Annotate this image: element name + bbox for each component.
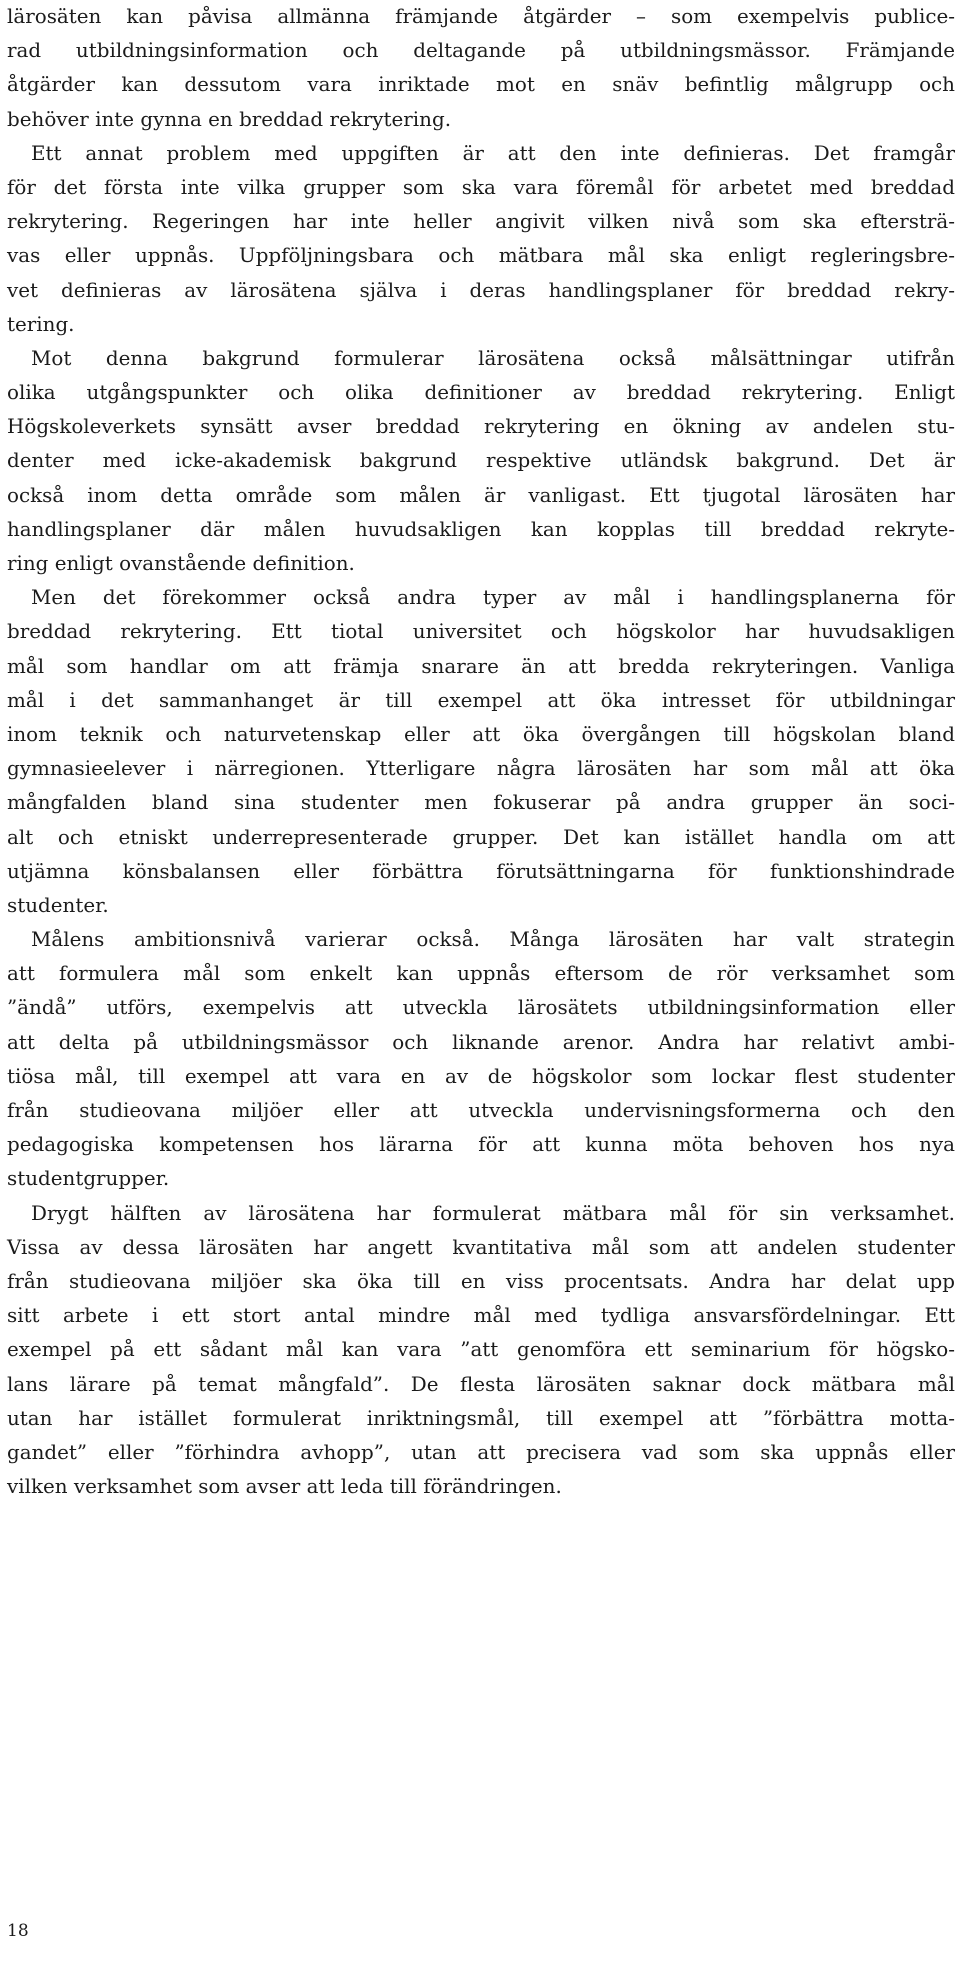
text-line: olika utgångspunkter och olika definitioner av breddad rekrytering. Enligt	[7, 381, 955, 405]
text-line: gandet” eller ”förhindra avhopp”, utan att precisera vad som ska uppnås eller	[7, 1440, 955, 1464]
text-line: att formulera mål som enkelt kan uppnås eftersom de rör verksamhet som	[7, 962, 955, 986]
paragraph	[7, 137, 955, 342]
text-line: utan har istället formulerat inriktningsmål, till exempel att ”förbättra motta-	[7, 1406, 955, 1430]
text-line: Drygt hälften av lärosätena har formulerat mätbara mål för sin verksamhet.	[31, 1201, 955, 1225]
text-line: mål i det sammanhanget är till exempel att öka intresset för utbildningar	[7, 688, 955, 712]
document-body	[7, 0, 955, 1504]
paragraph	[7, 0, 955, 137]
text-line: vet definieras av lärosätena själva i deras handlingsplaner för breddad rekry-	[7, 278, 955, 302]
text-line: mål som handlar om att främja snarare än att bredda rekryteringen. Vanliga	[7, 654, 955, 678]
text-line: också inom detta område som målen är vanligast. Ett tjugotal lärosäten har	[7, 483, 955, 507]
text-line: rad utbildningsinformation och deltagande på utbildningsmässor. Främjande	[7, 39, 955, 63]
text-line: pedagogiska kompetensen hos lärarna för att kunna möta behoven hos nya	[7, 1133, 955, 1157]
text-line: Ett annat problem med uppgiften är att den inte definieras. Det framgår	[31, 141, 955, 165]
text-line: åtgärder kan dessutom vara inriktade mot en snäv befintlig målgrupp och	[7, 73, 955, 97]
text-line: denter med icke-akademisk bakgrund respektive utländsk bakgrund. Det är	[7, 449, 955, 473]
text-line: vas eller uppnås. Uppföljningsbara och mätbara mål ska enligt regleringsbre-	[7, 244, 955, 268]
text-line: sitt arbete i ett stort antal mindre mål med tydliga ansvarsfördelningar. Ett	[7, 1304, 955, 1328]
text-line: Men det förekommer också andra typer av mål i handlingsplanerna för	[31, 586, 955, 610]
paragraph	[7, 342, 955, 581]
text-line: tiösa mål, till exempel att vara en av de högskolor som lockar flest studenter	[7, 1064, 955, 1088]
text-line: lans lärare på temat mångfald”. De flesta lärosäten saknar dock mätbara mål	[7, 1372, 955, 1396]
text-line: från studieovana miljöer ska öka till en viss procentsats. Andra har delat upp	[7, 1269, 955, 1293]
text-line: rekrytering. Regeringen har inte heller angivit vilken nivå som ska eftersträ-	[7, 210, 955, 234]
text-line: breddad rekrytering. Ett tiotal universitet och högskolor har huvudsakligen	[7, 620, 955, 644]
text-line: för det första inte vilka grupper som ska vara föremål för arbetet med breddad	[7, 175, 955, 199]
text-line: vilken verksamhet som avser att leda till förändringen.	[7, 1475, 562, 1499]
text-line: handlingsplaner där målen huvudsakligen kan kopplas till breddad rekryte-	[7, 517, 955, 541]
text-line: ”ändå” utförs, exempelvis att utveckla lärosätets utbildningsinformation eller	[7, 996, 955, 1020]
text-line: Högskoleverkets synsätt avser breddad rekrytering en ökning av andelen stu-	[7, 415, 955, 439]
paragraph	[7, 923, 955, 1197]
paragraph	[7, 581, 955, 923]
text-line: från studieovana miljöer eller att utveckla undervisningsformerna och den	[7, 1099, 955, 1122]
text-line: alt och etniskt underrepresenterade grupper. Det kan istället handla om att	[7, 825, 955, 849]
text-line: exempel på ett sådant mål kan vara ”att genomföra ett seminarium för högsko-	[7, 1338, 955, 1362]
text-line: att delta på utbildningsmässor och liknande arenor. Andra har relativt ambi-	[7, 1030, 955, 1054]
text-line: studentgrupper.	[7, 1167, 170, 1191]
paragraph	[7, 1197, 955, 1505]
text-line: tering.	[7, 312, 75, 336]
text-line: utjämna könsbalansen eller förbättra förutsättningarna för funktionshindrade	[7, 859, 955, 883]
text-line: Vissa av dessa lärosäten har angett kvantitativa mål som att andelen studenter	[7, 1235, 955, 1259]
text-line: behöver inte gynna en breddad rekrytering.	[7, 107, 452, 131]
text-line: inom teknik och naturvetenskap eller att öka övergången till högskolan bland	[7, 722, 955, 746]
text-line: gymnasieelever i närregionen. Ytterligare några lärosäten har som mål att öka	[7, 757, 955, 781]
text-line: mångfalden bland sina studenter men fokuserar på andra grupper än soci-	[7, 791, 955, 815]
text-line: Målens ambitionsnivå varierar också. Många lärosäten har valt strategin	[31, 928, 955, 952]
text-line: studenter.	[7, 893, 109, 917]
page-number: 18	[7, 1921, 29, 1941]
text-line: ring enligt ovanstående definition.	[7, 552, 355, 575]
text-line: lärosäten kan påvisa allmänna främjande åtgärder – som exempelvis publice-	[7, 5, 955, 28]
text-line: Mot denna bakgrund formulerar lärosätena också målsättningar utifrån	[31, 346, 955, 370]
